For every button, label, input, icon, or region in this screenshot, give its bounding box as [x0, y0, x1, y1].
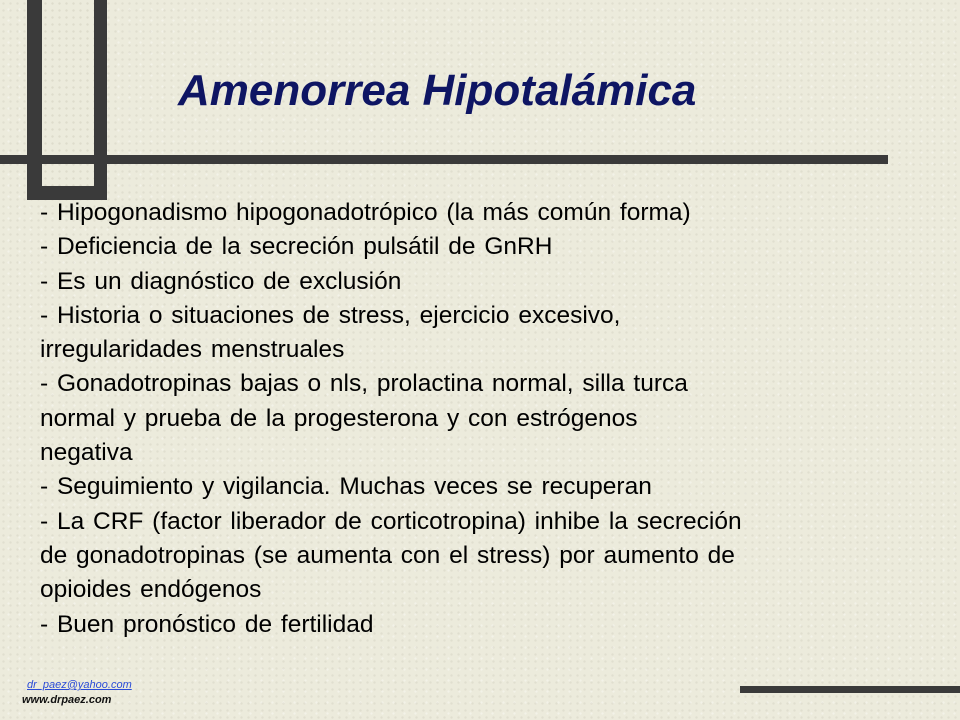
body-line: opioides endógenos [40, 576, 262, 604]
body-line: - Gonadotropinas bajas o nls, prolactina normal, silla turca [40, 370, 688, 398]
body-line: negativa [40, 439, 133, 467]
footer-accent-bar [740, 686, 960, 693]
body-line: normal y prueba de la progesterona y con estrógenos [40, 404, 638, 432]
body-line: - Deficiencia de la secreción pulsátil de GnRH [40, 233, 553, 261]
body-line: de gonadotropinas (se aumenta con el stress) por aumento de [40, 541, 735, 569]
slide-title: Amenorrea Hipotalámica [178, 66, 697, 115]
body-line: - Buen pronóstico de fertilidad [40, 610, 374, 638]
slide-body [40, 196, 940, 642]
title-underline-bar [0, 155, 888, 164]
body-line: - Hipogonadismo hipogonadotrópico (la más común forma) [40, 199, 691, 226]
body-line: - Historia o situaciones de stress, ejercicio excesivo, [40, 301, 621, 329]
footer-website: www.drpaez.com [22, 694, 112, 706]
body-line: - La CRF (factor liberador de corticotropina) inhibe la secreción [40, 507, 742, 535]
footer-email-link[interactable]: dr_paez@yahoo.com [27, 679, 132, 691]
body-line: - Es un diagnóstico de exclusión [40, 267, 402, 295]
body-line: - Seguimiento y vigilancia. Muchas veces se recuperan [40, 473, 652, 501]
body-line: irregularidades menstruales [40, 336, 345, 364]
